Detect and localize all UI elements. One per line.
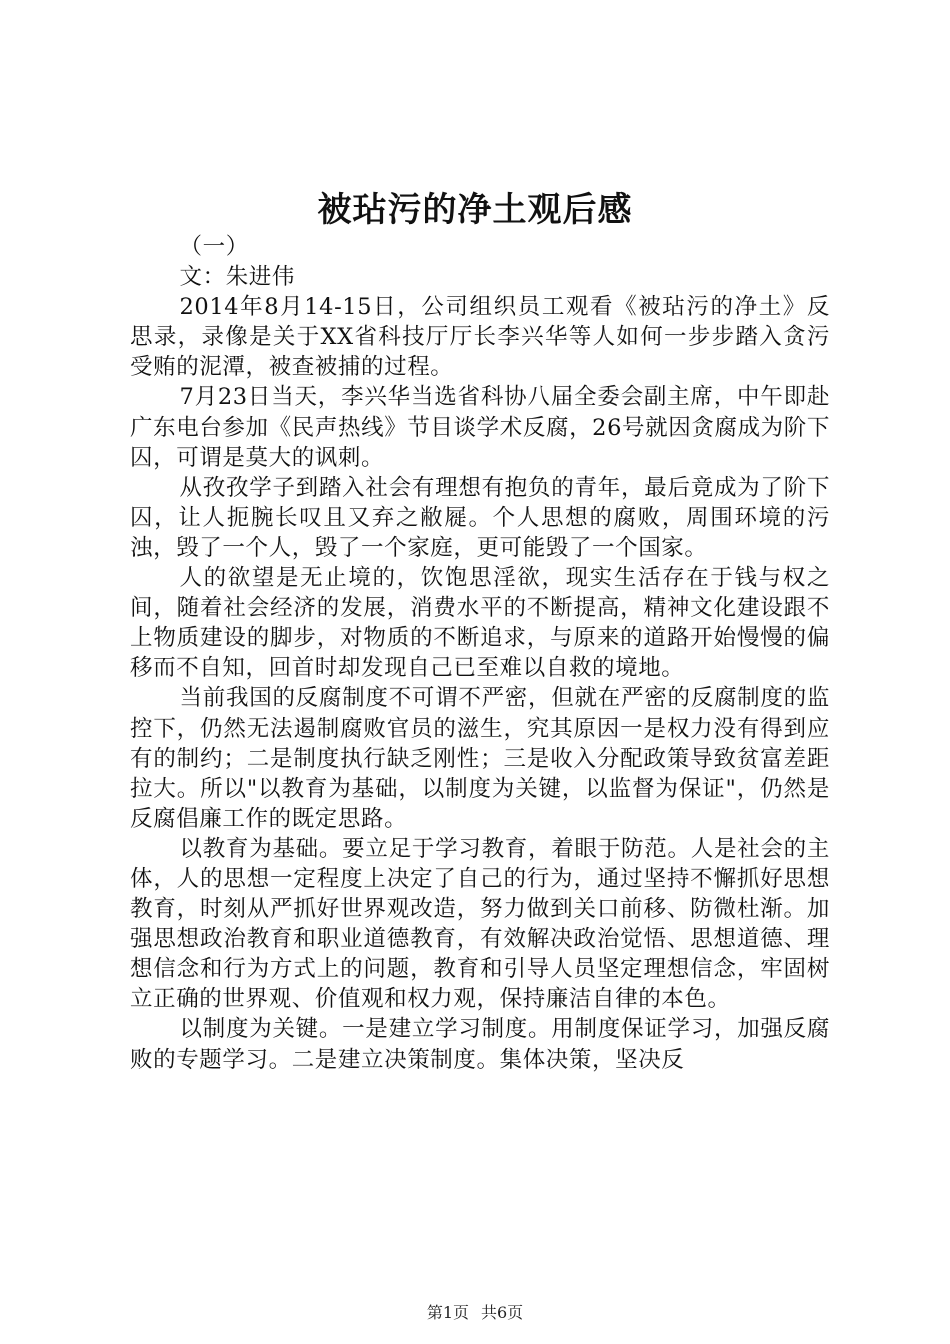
- paragraph-4: 人的欲望是无止境的，饮饱思淫欲，现实生活存在于钱与权之间，随着社会经济的发展，消费水平的不断提高，精神文化建设跟不上物质建设的脚步，对物质的不断追求，与原来的道路开始慢慢的偏移而不自知，回首时却发现自己已至难以自救的境地。: [130, 565, 830, 682]
- page-footer: [0, 1300, 950, 1323]
- paragraph-3: 从孜孜学子到踏入社会有理想有抱负的青年，最后竟成为了阶下囚，让人扼腕长叹且又弃之敝屣。个人思想的腐败，周围环境的污浊，毁了一个人，毁了一个家庭，更可能毁了一个国家。: [130, 474, 830, 561]
- page-number: 第1页: [426, 1303, 469, 1322]
- paragraph-1: 2014年8月14-15日，公司组织员工观看《被玷污的净土》反思录，录像是关于XX省科技厅厅长李兴华等人如何一步步踏入贪污受贿的泥潭，被查被捕的过程。: [130, 294, 830, 381]
- paragraph-2: 7月23日当天，李兴华当选省科协八届全委会副主席，中午即赴广东电台参加《民声热线》节目谈学术反腐，26号就因贪腐成为阶下囚，可谓是莫大的讽刺。: [130, 384, 830, 471]
- paragraph-6: 以教育为基础。要立足于学习教育，着眼于防范。人是社会的主体，人的思想一定程度上决定了自己的行为，通过坚持不懈抓好思想教育，时刻从严抓好世界观改造，努力做到关口前移、防微杜渐。加强思想政治教育和职业道德教育，有效解决政治觉悟、思想道德、理想信念和行为方式上的问题，教育和引导人员坚定理想信念，牢固树立正确的世界观、价值观和权力观，保持廉洁自律的本色。: [130, 835, 830, 1013]
- page-total: 共6页: [481, 1303, 524, 1322]
- paragraph-5: 当前我国的反腐制度不可谓不严密，但就在严密的反腐制度的监控下，仍然无法遏制腐败官员的滋生，究其原因一是权力没有得到应有的制约；二是制度执行缺乏刚性；三是收入分配政策导致贫富差距拉大。所以"以教育为基础，以制度为关键，以监督为保证"，仍然是反腐倡廉工作的既定思路。: [130, 685, 830, 832]
- paragraph-7: 以制度为关键。一是建立学习制度。用制度保证学习，加强反腐败的专题学习。二是建立决策制度。集体决策，坚决反: [130, 1016, 830, 1073]
- author-line: 文：朱进伟: [179, 264, 296, 291]
- document-title: 被玷污的净土观后感: [317, 190, 633, 230]
- section-label: （一）: [179, 234, 249, 260]
- document-body: [130, 232, 830, 1075]
